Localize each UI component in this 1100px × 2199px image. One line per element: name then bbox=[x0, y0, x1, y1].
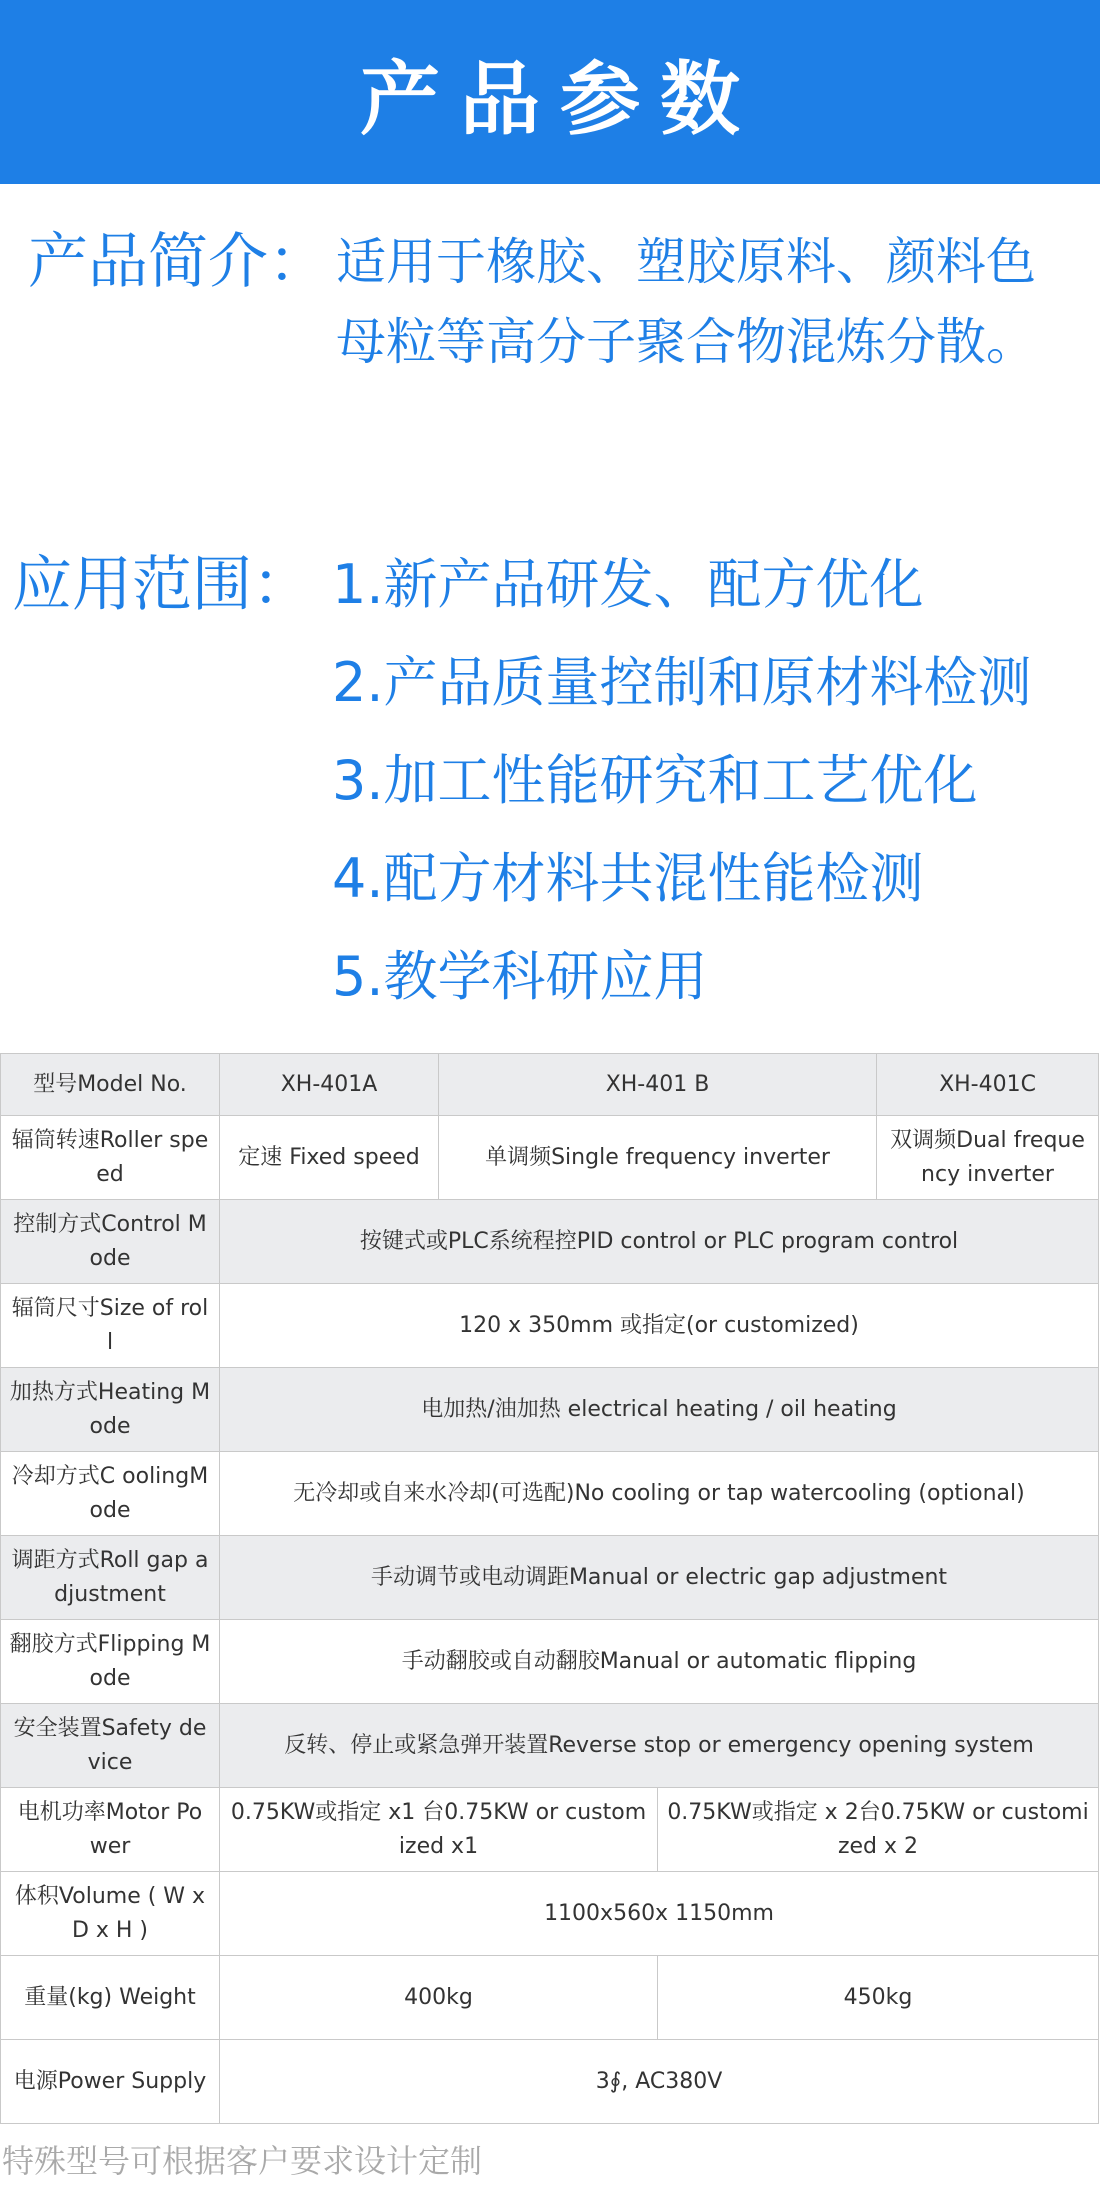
application-scope bbox=[12, 545, 1092, 1035]
applications-label: 应用范围： bbox=[12, 550, 312, 620]
table-row bbox=[1, 1200, 1099, 1284]
customization-note: 特殊型号可根据客户要求设计定制 bbox=[2, 2142, 483, 2180]
table-row bbox=[1, 1788, 1099, 1872]
power-supply-value: 3∮, AC380V bbox=[220, 2040, 1099, 2124]
row-label-roll-size: 辐筒尺寸Size of roll bbox=[1, 1284, 220, 1368]
weight-a-cell: 400kg bbox=[220, 1956, 658, 2040]
row-label-model: 型号Model No. bbox=[1, 1054, 220, 1116]
table-row bbox=[1, 1452, 1099, 1536]
row-label-flipping-mode: 翻胶方式Flipping Mode bbox=[1, 1620, 220, 1704]
table-row bbox=[1, 2040, 1099, 2124]
roller-speed-b-cell: 单调频Single frequency inverter bbox=[439, 1116, 877, 1200]
table-row bbox=[1, 1116, 1099, 1200]
model-b-cell: XH-401 B bbox=[439, 1054, 877, 1116]
applications-list bbox=[312, 545, 1032, 1035]
cooling-mode-value: 无冷却或自来水冷却(可选配)No cooling or tap watercooling (optional) bbox=[220, 1452, 1099, 1536]
intro-label: 产品简介： bbox=[28, 227, 328, 297]
list-item: 1.新产品研发、配方优化 bbox=[332, 553, 924, 616]
row-label-power-supply: 电源Power Supply bbox=[1, 2040, 220, 2124]
volume-value: 1100x560x 1150mm bbox=[220, 1872, 1099, 1956]
page-title: 产品参数 bbox=[360, 52, 760, 146]
row-label-safety: 安全装置Safety device bbox=[1, 1704, 220, 1788]
flipping-mode-value: 手动翻胶或自动翻胶Manual or automatic flipping bbox=[220, 1620, 1099, 1704]
row-label-roller-speed: 辐筒转速Roller speed bbox=[1, 1116, 220, 1200]
model-c-cell: XH-401C bbox=[877, 1054, 1099, 1116]
motor-power-a-cell: 0.75KW或指定 x1 台0.75KW or customized x1 bbox=[220, 1788, 658, 1872]
table-row bbox=[1, 1054, 1099, 1116]
table-row bbox=[1, 1956, 1099, 2040]
list-item: 4.配方材料共混性能检测 bbox=[332, 847, 924, 910]
motor-power-b-cell: 0.75KW或指定 x 2台0.75KW or customized x 2 bbox=[658, 1788, 1099, 1872]
safety-value: 反转、停止或紧急弹开装置Reverse stop or emergency opening system bbox=[220, 1704, 1099, 1788]
spec-table bbox=[0, 1053, 1099, 2124]
model-a-cell: XH-401A bbox=[220, 1054, 439, 1116]
list-item: 2.产品质量控制和原材料检测 bbox=[332, 651, 1032, 714]
row-label-gap-adjustment: 调距方式Roll gap adjustment bbox=[1, 1536, 220, 1620]
list-item: 5.教学科研应用 bbox=[332, 945, 708, 1008]
table-row bbox=[1, 1704, 1099, 1788]
row-label-heating-mode: 加热方式Heating Mode bbox=[1, 1368, 220, 1452]
table-row bbox=[1, 1620, 1099, 1704]
row-label-motor-power: 电机功率Motor Power bbox=[1, 1788, 220, 1872]
row-label-weight: 重量(kg) Weight bbox=[1, 1956, 220, 2040]
header-banner bbox=[0, 0, 1100, 184]
control-mode-value: 按键式或PLC系统程控PID control or PLC program control bbox=[220, 1200, 1099, 1284]
table-row bbox=[1, 1536, 1099, 1620]
table-row bbox=[1, 1872, 1099, 1956]
roller-speed-c-cell: 双调频Dual frequency inverter bbox=[877, 1116, 1099, 1200]
heating-mode-value: 电加热/油加热 electrical heating / oil heating bbox=[220, 1368, 1099, 1452]
intro-text: 适用于橡胶、塑胶原料、颜料色母粒等高分子聚合物混炼分散。 bbox=[336, 233, 1036, 371]
row-label-cooling-mode: 冷却方式C oolingMode bbox=[1, 1452, 220, 1536]
product-intro bbox=[28, 222, 1088, 382]
table-row bbox=[1, 1368, 1099, 1452]
table-row bbox=[1, 1284, 1099, 1368]
roll-size-value: 120 x 350mm 或指定(or customized) bbox=[220, 1284, 1099, 1368]
roller-speed-a-cell: 定速 Fixed speed bbox=[220, 1116, 439, 1200]
row-label-volume: 体积Volume ( W x D x H ) bbox=[1, 1872, 220, 1956]
weight-b-cell: 450kg bbox=[658, 1956, 1099, 2040]
row-label-control-mode: 控制方式Control Mode bbox=[1, 1200, 220, 1284]
gap-adjustment-value: 手动调节或电动调距Manual or electric gap adjustment bbox=[220, 1536, 1099, 1620]
list-item: 3.加工性能研究和工艺优化 bbox=[332, 749, 978, 812]
